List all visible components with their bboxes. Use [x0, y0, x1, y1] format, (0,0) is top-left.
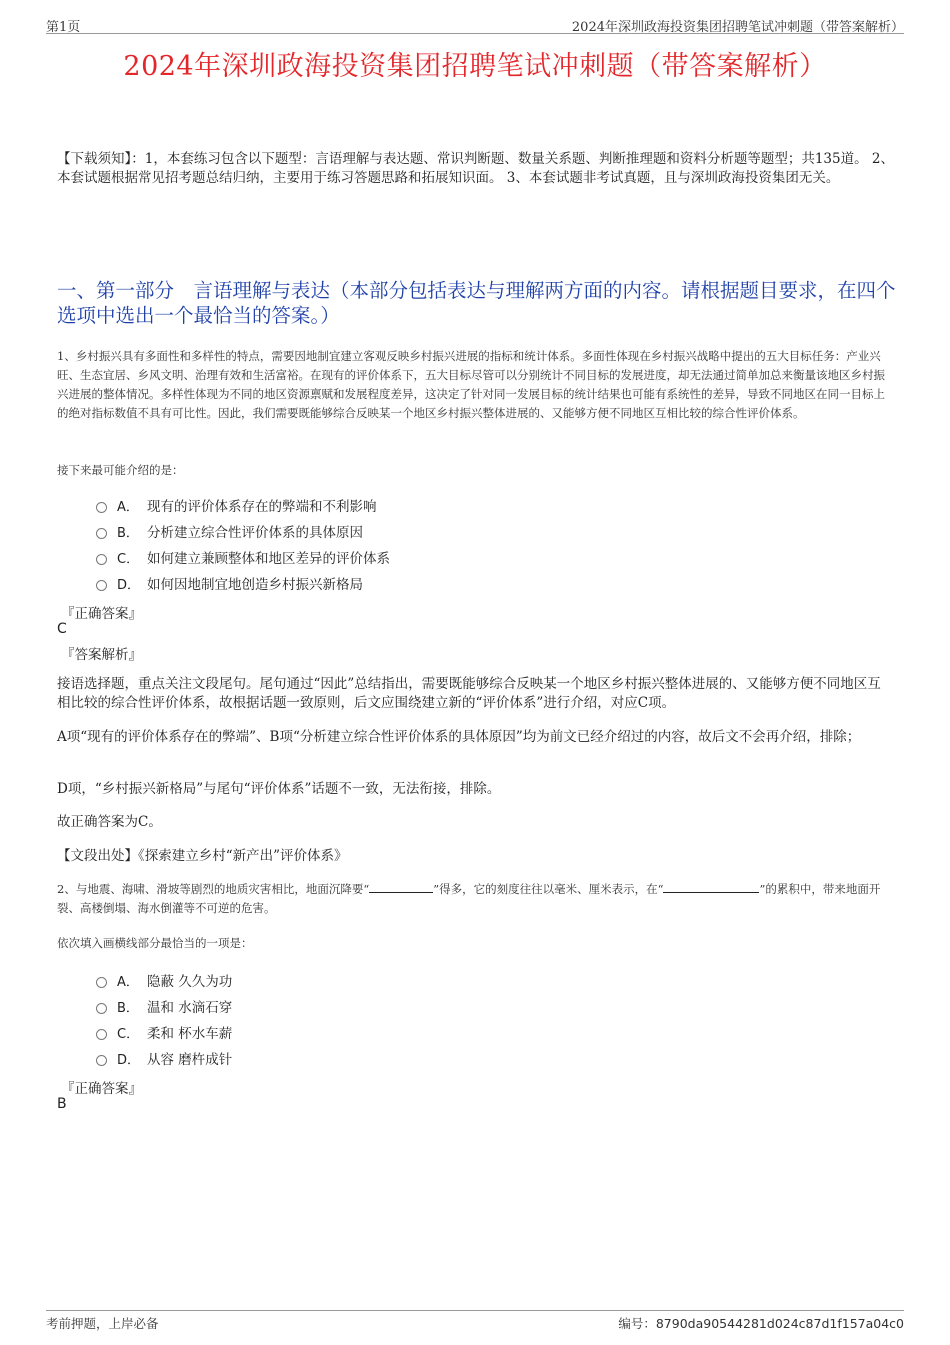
section-heading: 一、第一部分 言语理解与表达（本部分包括表达与理解两方面的内容。请根据题目要求，在四个选项中选出一个最恰当的答案。）	[57, 279, 896, 327]
footer-code-value: 8790da90544281d024c87d1f157a04c0	[655, 1316, 904, 1331]
option-letter: C．	[117, 551, 140, 567]
footer-slogan: 考前押题，上岸必备	[46, 1316, 159, 1331]
q1-analysis-para-1: 接语选择题，重点关注文段尾句。尾句通过“因此”总结指出，需要既能够综合反映某一个地区乡村振兴整体进展的、又能够方便不同地区互相比较的综合性评价体系，故根据话题一致原则，后文应围绕建立新的“评价体系”进行介绍，对应C项。	[57, 676, 881, 711]
radio-icon[interactable]	[96, 528, 107, 539]
header-divider	[46, 33, 904, 34]
option-letter: A．	[117, 499, 139, 515]
q2-answer: B	[57, 1096, 67, 1112]
q1-analysis-para-4: 故正确答案为C。	[57, 814, 162, 830]
q1-answer: C	[57, 621, 67, 637]
q2-answer-label: 『正确答案』	[61, 1081, 142, 1097]
question-1-text: 1、乡村振兴具有多面性和多样性的特点，需要因地制宜建立客观反映乡村振兴进展的指标和统计体系。多面性体现在乡村振兴战略中提出的五大目标任务：产业兴旺、生态宜居、乡风文明、治理有效和生活富裕。在现有的评价体系下，五大目标尽管可以分别统计不同目标的发展进度，却无法通过简单加总来衡量该地区乡村振兴进展的整体情况。多样性体现为不同的地区资源禀赋和发展程度差异，这决定了针对同一发展目标的统计结果也可能有系统性的差异，导致不同地区在同一目标上的绝对指标数值不具有可比性。因此，我们需要既能够综合反映某一个地区乡村振兴整体进展的、又能够方便不同地区互相比较的综合性评价体系。	[57, 349, 885, 420]
option-text: 如何因地制宜地创造乡村振兴新格局	[147, 577, 363, 593]
option-text: 温和 水滴石穿	[147, 1000, 233, 1016]
blank-1	[369, 880, 433, 893]
radio-icon[interactable]	[96, 554, 107, 565]
radio-icon[interactable]	[96, 502, 107, 513]
option-letter: D．	[117, 577, 141, 593]
footer-code	[618, 1314, 904, 1332]
q1-option-b[interactable]	[96, 521, 363, 541]
option-letter: C．	[117, 1026, 140, 1042]
q2-option-d[interactable]	[96, 1048, 232, 1068]
option-letter: D．	[117, 1052, 141, 1068]
header-doc-title: 2024年深圳政海投资集团招聘笔试冲刺题（带答案解析）	[571, 20, 904, 35]
radio-icon[interactable]	[96, 580, 107, 591]
page-number: 第1页	[46, 20, 81, 35]
option-text: 隐蔽 久久为功	[147, 974, 233, 990]
blank-2	[663, 880, 759, 893]
q1-source: 【文段出处】《探索建立乡村“新产出”评价体系》	[57, 848, 348, 864]
q1-analysis-para-2: A项“现有的评价体系存在的弊端”、B项“分析建立综合性评价体系的具体原因”均为前文已经介绍过的内容，故后文不会再介绍，排除；	[57, 729, 861, 745]
footer-code-label: 编号：	[618, 1316, 656, 1331]
question-2-text	[57, 880, 902, 918]
option-text: 从容 磨杵成针	[147, 1052, 233, 1068]
radio-icon[interactable]	[96, 1029, 107, 1040]
q1-option-c[interactable]	[96, 547, 390, 567]
option-text: 如何建立兼顾整体和地区差异的评价体系	[147, 551, 390, 567]
download-notice: 【下载须知】：1，本套练习包含以下题型：言语理解与表达题、常识判断题、数量关系题、判断推理题和资料分析题等题型；共135道。 2、本套试题根据常见招考题总结归纳，主要用于练习答题思路和拓展知识面。 3、本套试题非考试真题，且与深圳政海投资集团无关。	[57, 151, 894, 186]
q1-option-a[interactable]	[96, 495, 377, 515]
option-text: 分析建立综合性评价体系的具体原因	[147, 525, 363, 541]
q2-option-b[interactable]	[96, 996, 232, 1016]
q1-analysis-para-3: D项，“乡村振兴新格局”与尾句“评价体系”话题不一致，无法衔接，排除。	[57, 781, 501, 797]
q2-text-part-2: ”得多，它的刻度往往以毫米、厘米表示，在“	[433, 882, 664, 896]
footer-divider	[46, 1310, 904, 1311]
q2-option-c[interactable]	[96, 1022, 232, 1042]
option-letter: B．	[117, 1000, 139, 1016]
q1-option-d[interactable]	[96, 573, 363, 593]
question-1-prompt: 接下来最可能介绍的是：	[57, 463, 184, 477]
option-text: 柔和 杯水车薪	[147, 1026, 233, 1042]
q1-answer-label: 『正确答案』	[61, 606, 142, 622]
q2-text-part-3: ”的累积中，带来地面开裂、高楼倒塌、海水倒灌等不可逆的危害。	[57, 882, 881, 915]
q1-analysis-label: 『答案解析』	[61, 647, 142, 663]
q2-text-part-1: 2、与地震、海啸、滑坡等剧烈的地质灾害相比，地面沉降要“	[57, 882, 370, 896]
question-2-prompt: 依次填入画横线部分最恰当的一项是：	[57, 936, 253, 950]
radio-icon[interactable]	[96, 977, 107, 988]
option-letter: B．	[117, 525, 139, 541]
option-letter: A．	[117, 974, 139, 990]
document-title: 2024年深圳政海投资集团招聘笔试冲刺题（带答案解析）	[123, 51, 827, 82]
radio-icon[interactable]	[96, 1055, 107, 1066]
radio-icon[interactable]	[96, 1003, 107, 1014]
q2-option-a[interactable]	[96, 970, 232, 990]
option-text: 现有的评价体系存在的弊端和不利影响	[147, 499, 377, 515]
